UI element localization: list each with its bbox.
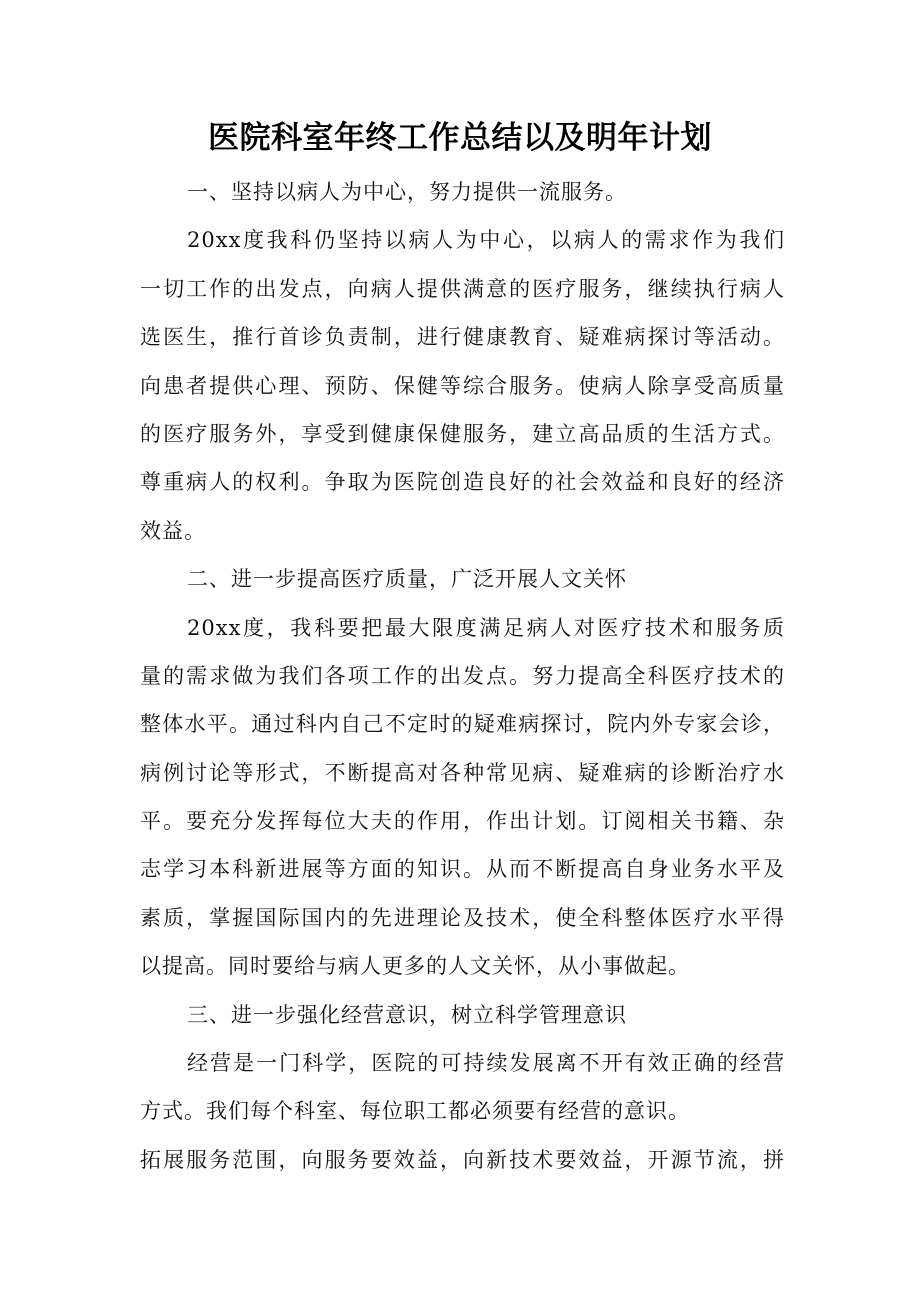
document-title: 医院科室年终工作总结以及明年计划 [208, 120, 712, 156]
paragraph-line: 选医生，推行首诊负责制，进行健康教育、疑难病探讨等活动。 [140, 325, 785, 350]
paragraph-line: 平。要充分发挥每位大夫的作用，作出计划。订阅相关书籍、杂 [140, 809, 785, 834]
document-body [140, 168, 785, 1184]
paragraph-line: 的医疗服务外，享受到健康保健服务，建立高品质的生活方式。 [140, 421, 785, 446]
paragraph-line: 效益。 [140, 518, 206, 543]
paragraph-line: 以提高。同时要给与病人更多的人文关怀，从小事做起。 [140, 954, 690, 979]
paragraph-line: 量的需求做为我们各项工作的出发点。努力提高全科医疗技术的 [140, 663, 785, 688]
paragraph-line: 素质，掌握国际国内的先进理论及技术，使全科整体医疗水平得 [140, 905, 785, 930]
section-heading-1: 一、坚持以病人为中心，努力提供一流服务。 [187, 180, 627, 204]
paragraph-line: 拓展服务范围，向服务要效益，向新技术要效益，开源节流，拼 [140, 1147, 785, 1172]
paragraph-line: 向患者提供心理、预防、保健等综合服务。使病人除享受高质量 [140, 373, 785, 398]
section-heading-3: 三、进一步强化经营意识，树立科学管理意识 [187, 1002, 627, 1027]
paragraph-line: 20xx度，我科要把最大限度满足病人对医疗技术和服务质 [187, 615, 785, 640]
paragraph-line: 志学习本科新进展等方面的知识。从而不断提高自身业务水平及 [140, 857, 785, 882]
paragraph-line: 经营是一门科学，医院的可持续发展离不开有效正确的经营 [187, 1051, 785, 1076]
section-heading-2: 二、进一步提高医疗质量，广泛开展人文关怀 [187, 567, 627, 592]
paragraph-line: 整体水平。通过科内自己不定时的疑难病探讨，院内外专家会诊， [140, 712, 785, 737]
paragraph-line: 病例讨论等形式，不断提高对各种常见病、疑难病的诊断治疗水 [140, 760, 785, 785]
paragraph-line: 一切工作的出发点，向病人提供满意的医疗服务，继续执行病人 [140, 276, 785, 301]
paragraph-line: 20xx度我科仍坚持以病人为中心，以病人的需求作为我们 [187, 228, 785, 253]
paragraph-line: 方式。我们每个科室、每位职工都必须要有经营的意识。 [140, 1099, 690, 1124]
paragraph-line: 尊重病人的权利。争取为医院创造良好的社会效益和良好的经济 [140, 470, 785, 495]
